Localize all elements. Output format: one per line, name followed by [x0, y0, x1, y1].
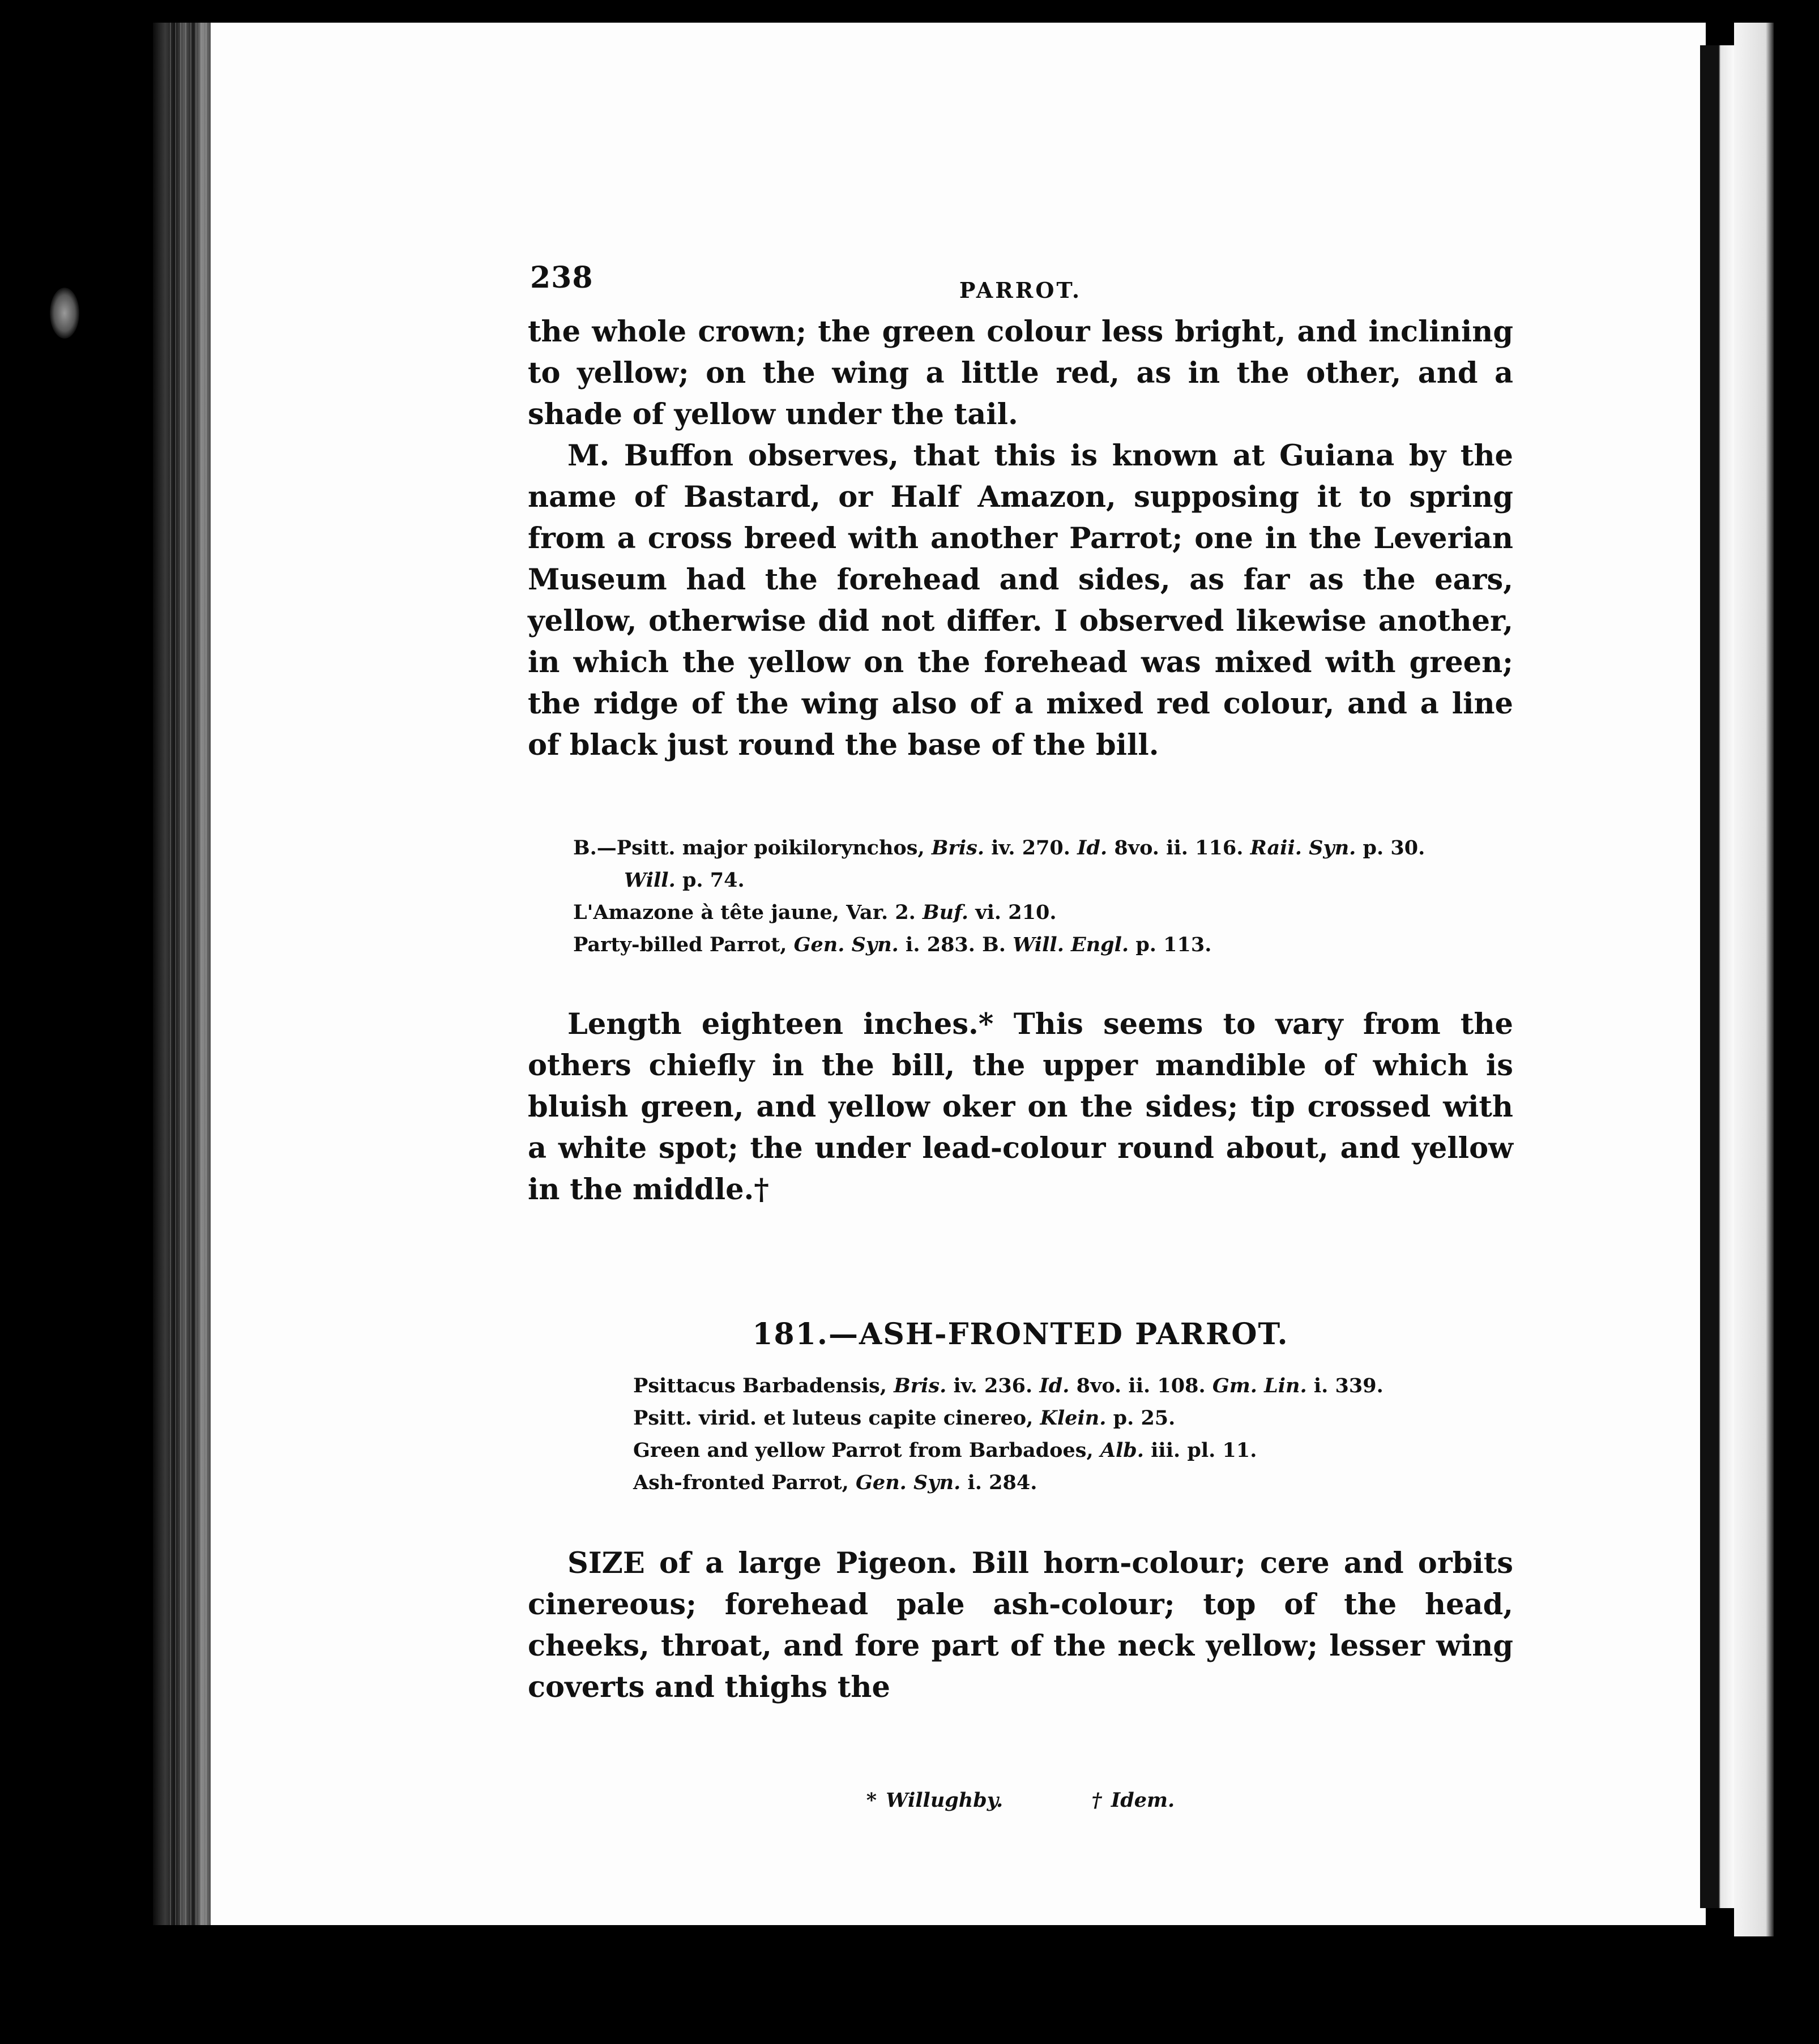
footnote-star: * Willughby.: [866, 1789, 1004, 1812]
reference-line: B.—Psitt. major poikilorynchos, Bris. iv. 270. Id. 8vo. ii. 116. Raii. Syn. p. 30.: [573, 836, 1425, 859]
reference-line: Will. p. 74.: [624, 869, 745, 892]
reference-line: Ash-fronted Parrot, Gen. Syn. i. 284.: [633, 1471, 1037, 1494]
section-181-references: [633, 1370, 1513, 1499]
right-page-edge: [1700, 45, 1734, 1908]
reference-line: Psittacus Barbadensis, Bris. iv. 236. Id. 8vo. ii. 108. Gm. Lin. i. 339.: [633, 1374, 1384, 1397]
paragraph-buffon: M. Buffon observes, that this is known at Guiana by the name of Bastard, or Half Amazon, supposing it to spring from a cross breed with another Parrot; one in the Leverian Museum had the forehead and sides, as far as the ears, yellow, otherwise did not differ. I observed likewise another, in which the yellow on the forehead was mixed with green; the ridge of the wing also of a mixed red colour, and a line of black just round the base of the bill.: [528, 439, 1513, 762]
page-content: [528, 249, 1513, 1812]
binding-edge-lines: [170, 23, 215, 1925]
section-title-181: 181.—ASH-FRONTED PARROT.: [752, 1317, 1289, 1352]
right-page-edge-outer: [1734, 23, 1774, 1936]
running-head: PARROT.: [959, 277, 1082, 303]
paragraph-variety-b-description: Length eighteen inches.* This seems to vary from the others chiefly in the bill, the upper mandible of which is bluish green, and yellow oker on the sides; tip crossed with a white spot; the under lead-colour round about, and yellow in the middle.†: [528, 1007, 1513, 1207]
reference-line: Party-billed Parrot, Gen. Syn. i. 283. B. Will. Engl. p. 113.: [573, 933, 1212, 956]
variety-b-references: [573, 832, 1513, 961]
paragraph-181-description: SIZE of a large Pigeon. Bill horn-colour; cere and orbits cinereous; forehead pale ash-colour; top of the head, cheeks, throat, and fore part of the neck yellow; lesser wing coverts and thighs the: [528, 1546, 1513, 1704]
page-header: [528, 249, 1513, 311]
footnote-dagger: † Idem.: [1091, 1789, 1175, 1812]
footnotes: [528, 1789, 1513, 1812]
scan-artifact-hole: [50, 288, 79, 339]
paragraph-continued: the whole crown; the green colour less bright, and inclining to yellow; on the wing a little red, as in the other, and a shade of yellow under the tail.: [528, 315, 1513, 431]
reference-line: L'Amazone à tête jaune, Var. 2. Buf. vi. 210.: [573, 901, 1057, 924]
page-number: 238: [530, 260, 593, 295]
reference-line: Green and yellow Parrot from Barbadoes, Alb. iii. pl. 11.: [633, 1439, 1257, 1462]
reference-line: Psitt. virid. et luteus capite cinereo, Klein. p. 25.: [633, 1406, 1176, 1430]
